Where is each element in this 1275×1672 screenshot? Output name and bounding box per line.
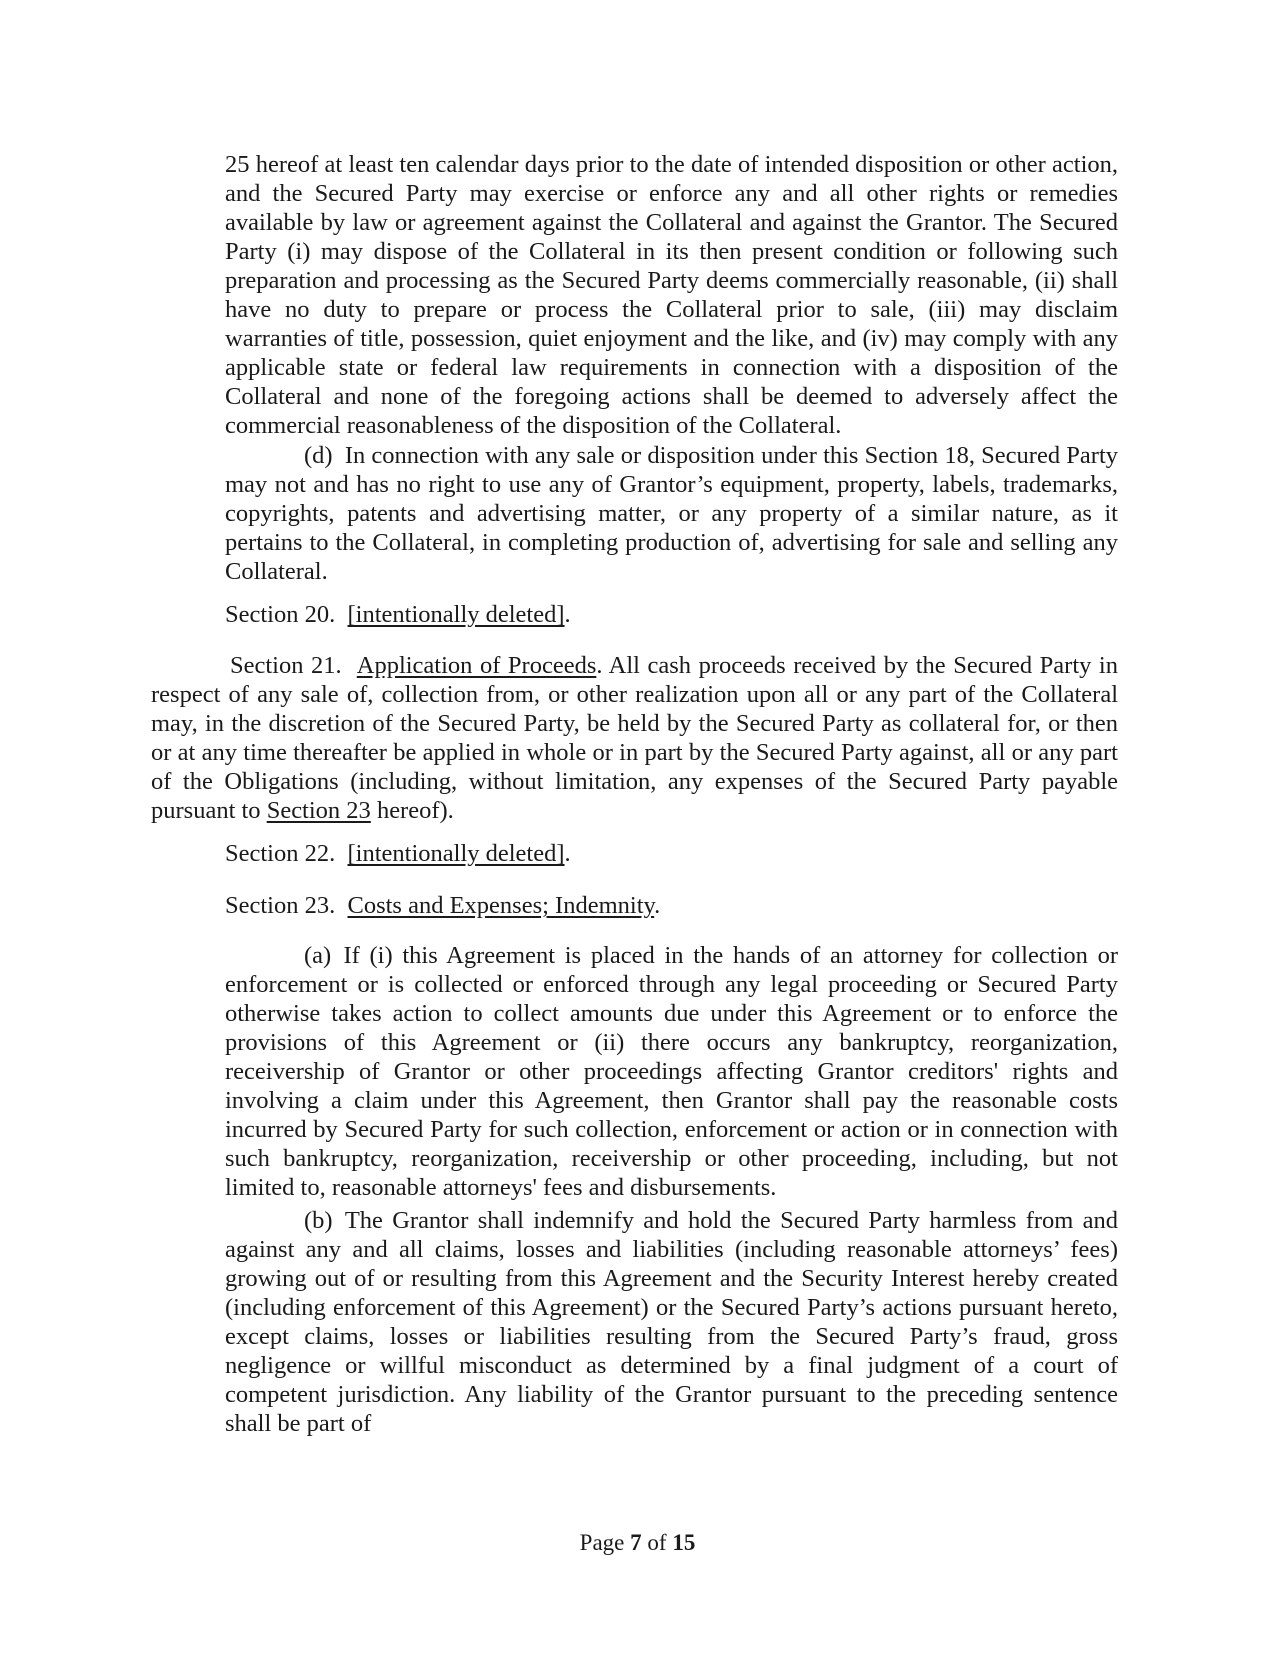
section-21-title: Application of Proceeds — [356, 652, 597, 679]
section-21-paragraph — [151, 651, 1118, 825]
section-21-number: Section 21. — [230, 652, 342, 679]
paragraph-23b: (b) The Grantor shall indemnify and hold the Secured Party harmless from and against any and all claims, losses and liabilities (including reasonable attorneys’ fees) growing out of or resulting from this Agreement and the Security Interest hereby created (including enforcement of this Agreement) or the Secured Party’s actions pursuant hereto, except claims, losses or liabilities resulting from the Secured Party’s fraud, gross negligence or willful misconduct as determined by a final judgment of a court of competent jurisdiction. Any liability of the Grantor pursuant to the preceding sentence shall be part of — [225, 1207, 1118, 1437]
section-23-suffix: . — [654, 892, 661, 919]
page-footer — [0, 1528, 1275, 1557]
paragraph-d: (d) In connection with any sale or disposition under this Section 18, Secured Party may not and has no right to use any of Grantor’s equipment, property, labels, trademarks, copyrights, patents and advertising matter, or any property of a similar nature, as it pertains to the Collateral, in completing production of, advertising for sale and selling any Collateral. — [225, 442, 1118, 585]
section-22-suffix: . — [564, 840, 571, 867]
section-23-heading — [225, 891, 1118, 920]
section-23-reference: Section 23 — [266, 797, 371, 824]
section-20-title: [intentionally deleted] — [347, 601, 565, 628]
footer-middle: of — [641, 1530, 673, 1555]
section-21-text-end: hereof). — [370, 797, 454, 824]
section-21-text: . All cash proceeds received by the Secured Party in respect of any sale of, collection from, or other realization upon all or any part of the Collateral may, in the discretion of the Secured Party, be held by the Secured Party as collateral for, or then or at any time thereafter be applied in whole or in part by the Secured Party against, all or any part of the Obligations (including, without limitation, any expenses of the Secured Party payable pursuant to — [151, 652, 1118, 824]
section-23-title: Costs and Expenses; Indemnity — [347, 892, 655, 919]
paragraph-23a: (a) If (i) this Agreement is placed in the hands of an attorney for collection or enforcement or is collected or enforced through any legal proceeding or Secured Party otherwise takes action to collect amounts due under this Agreement or to enforce the provisions of this Agreement or (ii) there occurs any bankruptcy, reorganization, receivership of Grantor or other proceedings affecting Grantor creditors' rights and involving a claim under this Agreement, then Grantor shall pay the reasonable costs incurred by Secured Party for such collection, enforcement or action or in connection with such bankruptcy, reorganization, receivership or other proceeding, including, but not limited to, reasonable attorneys' fees and disbursements. — [225, 942, 1118, 1201]
section-22-number: Section 22. — [225, 840, 336, 867]
footer-prefix: Page — [579, 1530, 631, 1555]
section-20-number: Section 20. — [225, 601, 336, 628]
section-20-suffix: . — [564, 601, 571, 628]
section-20-heading — [225, 600, 1118, 629]
section-22-title: [intentionally deleted] — [347, 840, 565, 867]
section-22-heading — [225, 839, 1118, 868]
footer-page-number: 7 — [630, 1530, 642, 1555]
section-23-number: Section 23. — [225, 892, 336, 919]
footer-page-total: 15 — [672, 1530, 696, 1555]
continuation-paragraph: 25 hereof at least ten calendar days prior to the date of intended disposition or other action, and the Secured Party may exercise or enforce any and all other rights or remedies available by law or agreement against the Collateral and against the Grantor. The Secured Party (i) may dispose of the Collateral in its then present condition or following such preparation and processing as the Secured Party deems commercially reasonable, (ii) shall have no duty to prepare or process the Collateral prior to sale, (iii) may disclaim warranties of title, possession, quiet enjoyment and the like, and (iv) may comply with any applicable state or federal law requirements in connection with a disposition of the Collateral and none of the foregoing actions shall be deemed to adversely affect the commercial reasonableness of the disposition of the Collateral. — [225, 151, 1118, 439]
